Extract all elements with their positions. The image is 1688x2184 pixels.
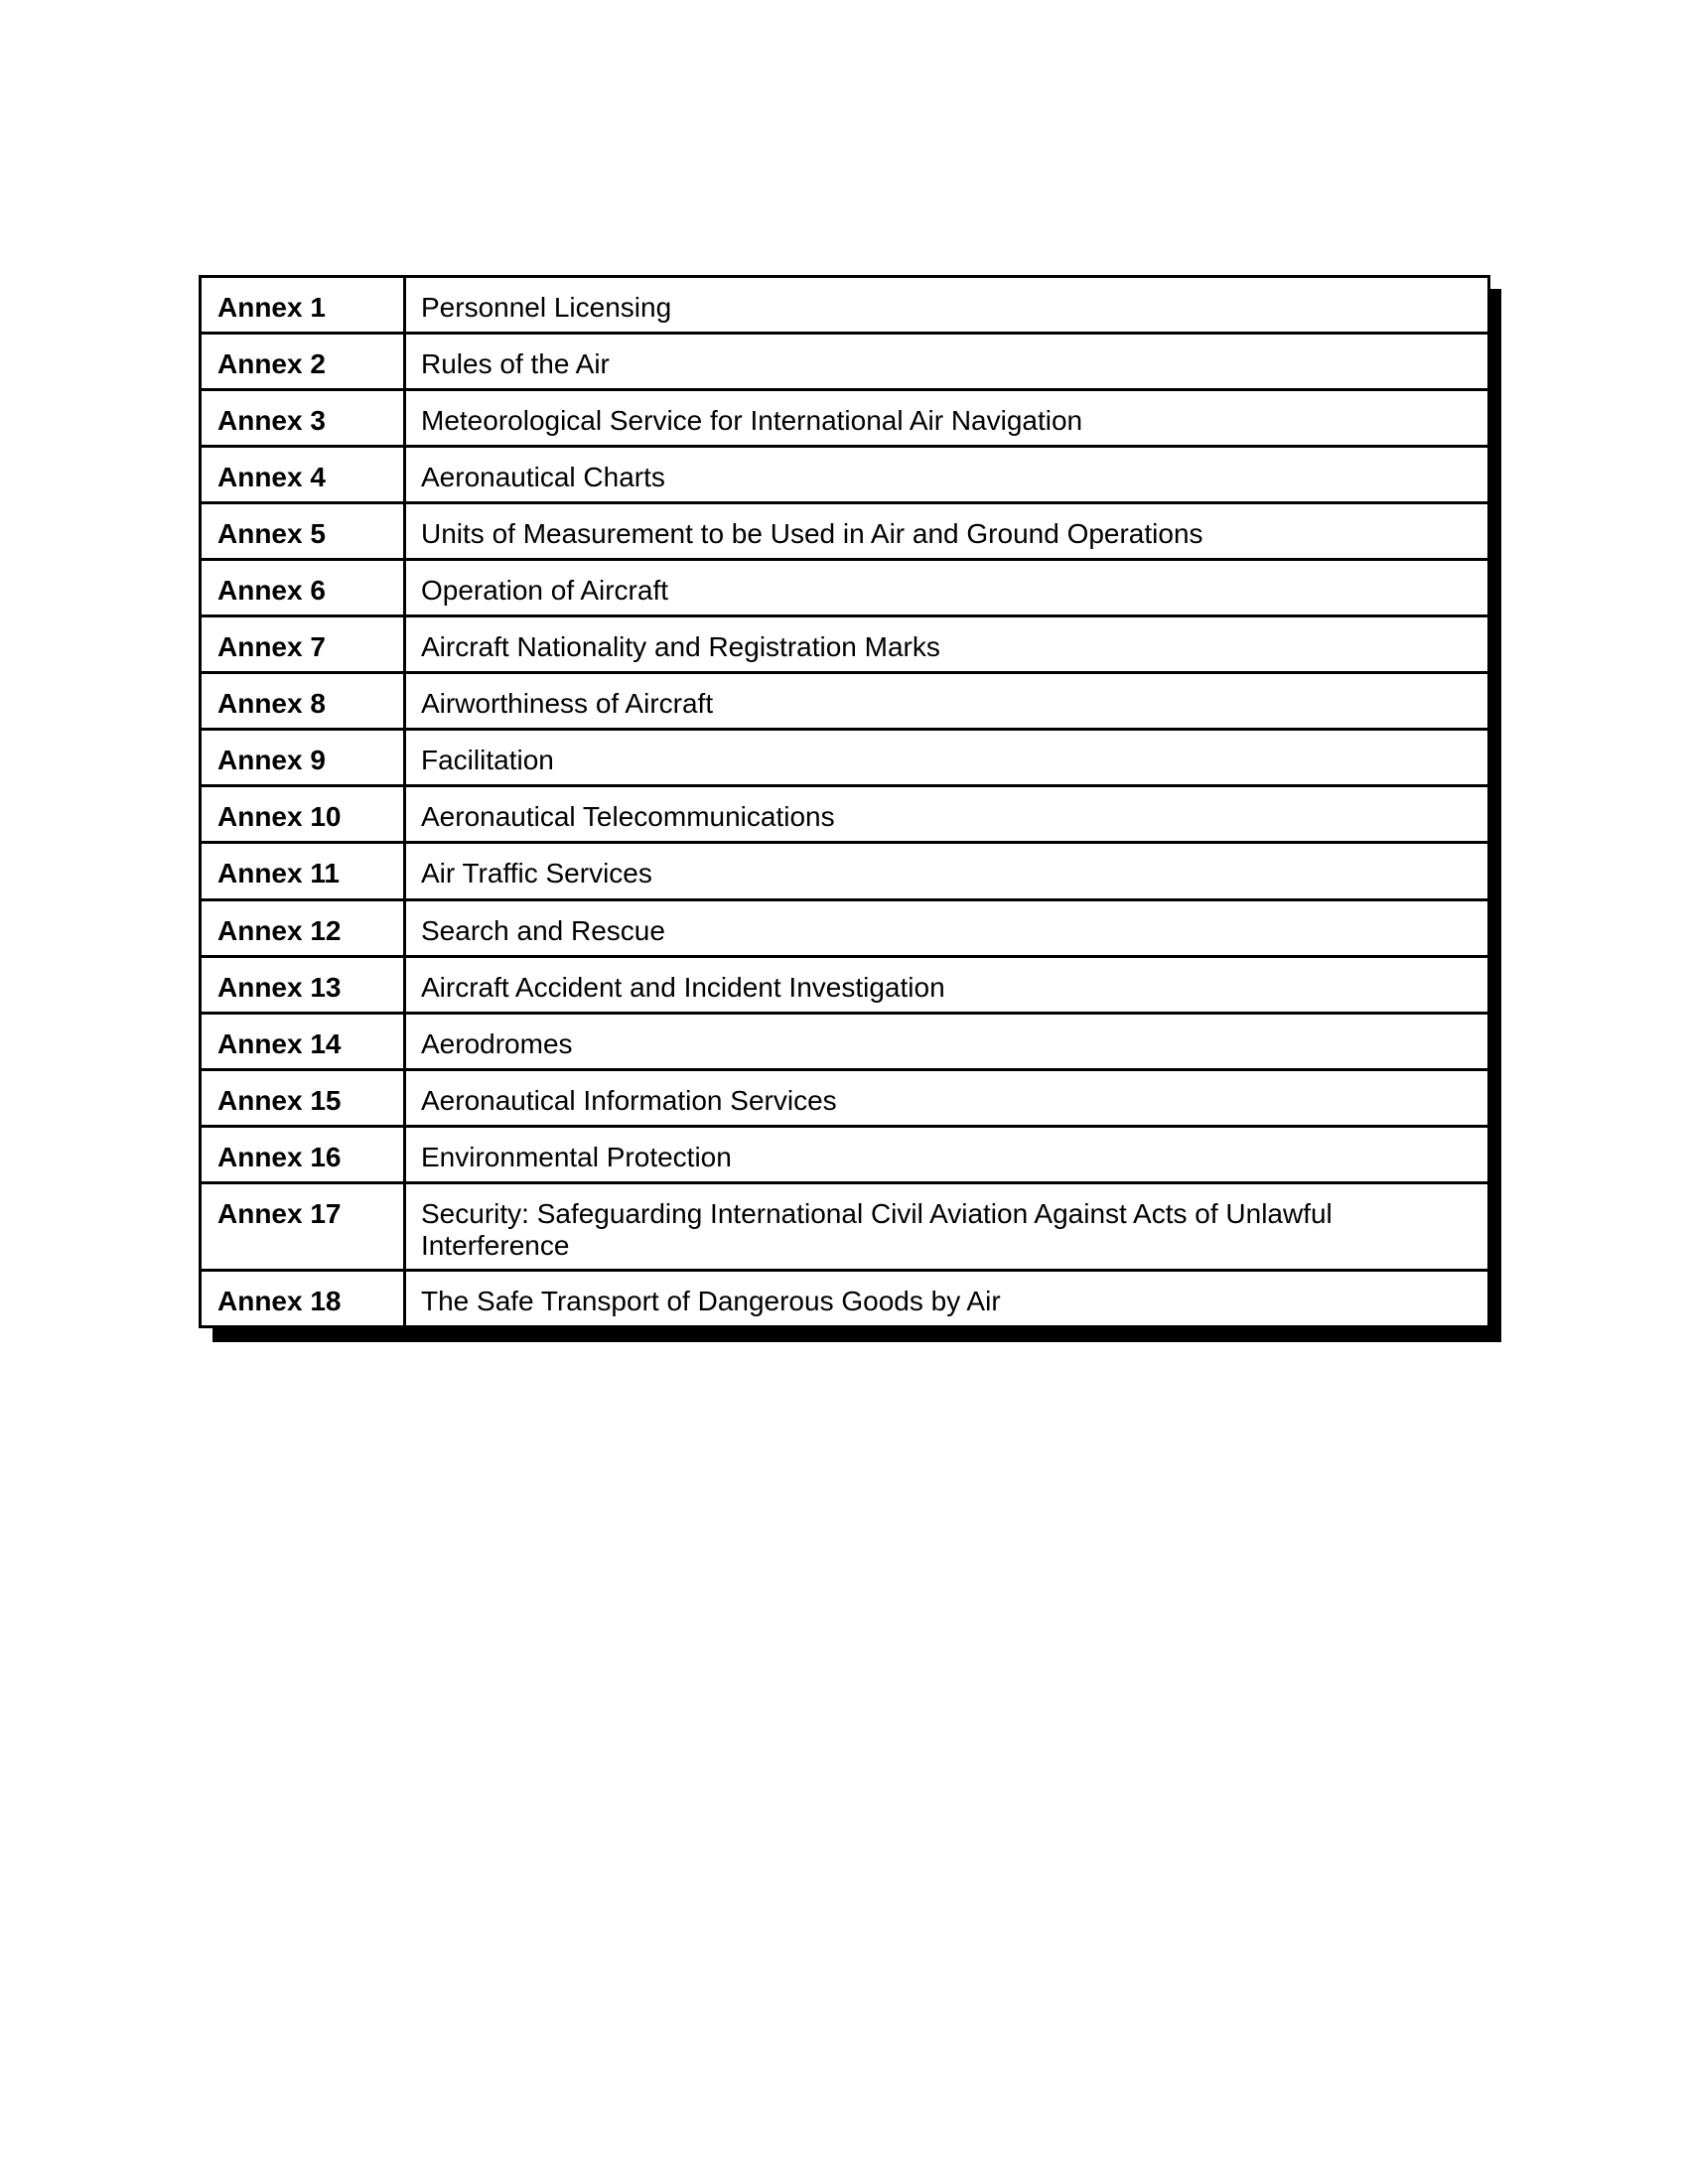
annex-number: Annex 18 (201, 1270, 405, 1326)
table-row (201, 616, 1489, 673)
annex-number: Annex 13 (201, 956, 405, 1013)
annex-number: Annex 3 (201, 390, 405, 447)
annex-title: Facilitation (405, 730, 1489, 786)
annex-number: Annex 12 (201, 899, 405, 956)
table-row (201, 730, 1489, 786)
table-row (201, 1069, 1489, 1126)
annex-title: Units of Measurement to be Used in Air and Ground Operations (405, 503, 1489, 560)
annex-title: Environmental Protection (405, 1126, 1489, 1182)
annex-number: Annex 14 (201, 1013, 405, 1069)
annex-title: Aeronautical Telecommunications (405, 786, 1489, 843)
table-row (201, 899, 1489, 956)
table-row (201, 503, 1489, 560)
table-row (201, 1182, 1489, 1270)
annex-title: Operation of Aircraft (405, 560, 1489, 616)
table-row (201, 1013, 1489, 1069)
annex-table-container (199, 275, 1487, 1328)
table-row (201, 1126, 1489, 1182)
annex-title: Aerodromes (405, 1013, 1489, 1069)
table-row (201, 956, 1489, 1013)
annex-title: Air Traffic Services (405, 843, 1489, 899)
annex-number: Annex 7 (201, 616, 405, 673)
annex-number: Annex 1 (201, 277, 405, 334)
annex-number: Annex 16 (201, 1126, 405, 1182)
table-row (201, 277, 1489, 334)
annex-title: Aircraft Accident and Incident Investigation (405, 956, 1489, 1013)
annex-number: Annex 15 (201, 1069, 405, 1126)
annex-title: Security: Safeguarding International Civil Aviation Against Acts of Unlawful Interference (405, 1182, 1489, 1270)
table-row (201, 843, 1489, 899)
annex-number: Annex 17 (201, 1182, 405, 1270)
annex-title: Aircraft Nationality and Registration Marks (405, 616, 1489, 673)
annex-number: Annex 2 (201, 334, 405, 390)
annex-title: Search and Rescue (405, 899, 1489, 956)
table-row (201, 334, 1489, 390)
annex-title: Airworthiness of Aircraft (405, 673, 1489, 730)
annex-title: Meteorological Service for International Air Navigation (405, 390, 1489, 447)
table-row (201, 447, 1489, 503)
annex-title: Rules of the Air (405, 334, 1489, 390)
annex-title: Aeronautical Charts (405, 447, 1489, 503)
annex-number: Annex 10 (201, 786, 405, 843)
annex-table (199, 275, 1490, 1328)
table-row (201, 673, 1489, 730)
table-row (201, 1270, 1489, 1326)
table-row (201, 390, 1489, 447)
annex-title: The Safe Transport of Dangerous Goods by Air (405, 1270, 1489, 1326)
annex-number: Annex 5 (201, 503, 405, 560)
annex-title: Aeronautical Information Services (405, 1069, 1489, 1126)
table-row (201, 786, 1489, 843)
annex-number: Annex 6 (201, 560, 405, 616)
annex-title: Personnel Licensing (405, 277, 1489, 334)
annex-number: Annex 4 (201, 447, 405, 503)
table-row (201, 560, 1489, 616)
annex-number: Annex 9 (201, 730, 405, 786)
annex-number: Annex 8 (201, 673, 405, 730)
annex-number: Annex 11 (201, 843, 405, 899)
